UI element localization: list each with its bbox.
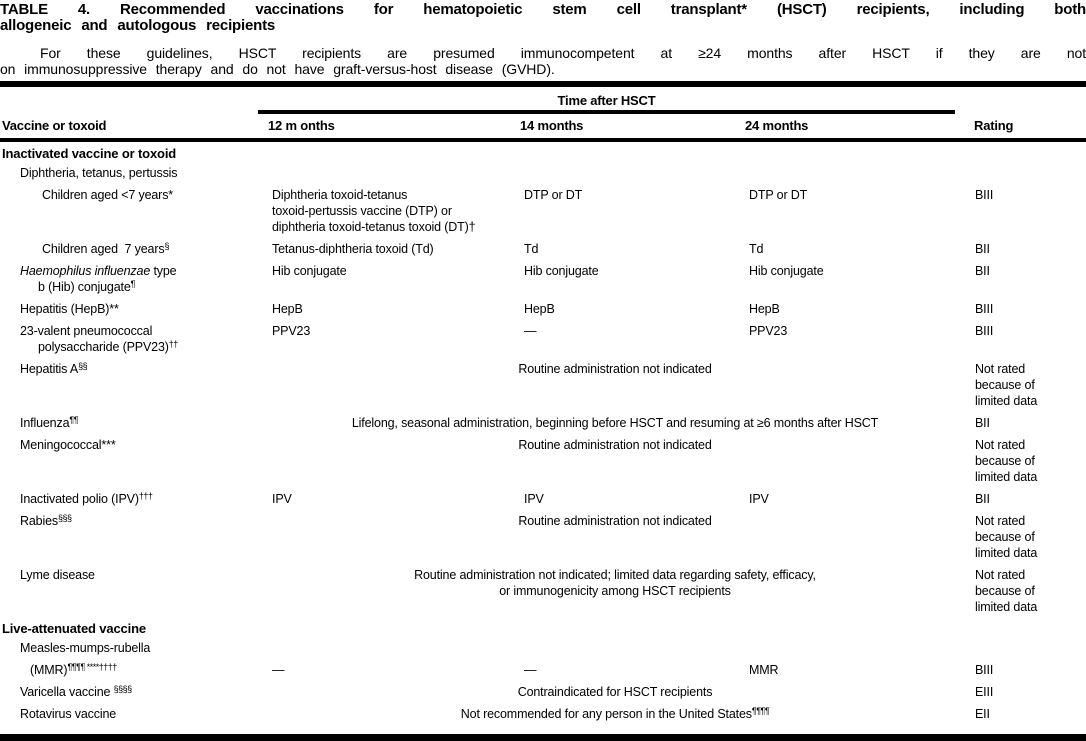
- footnote-marker: ¶¶: [69, 415, 79, 425]
- rating-line: because of: [975, 454, 1035, 468]
- cell-24-months: [745, 323, 962, 339]
- cell-24-months: [745, 491, 962, 507]
- cell-rating: [962, 361, 1086, 409]
- table-row: [0, 241, 1086, 257]
- cell-line: MMR: [749, 663, 779, 677]
- cell-12-months: [268, 263, 520, 279]
- cell-line: —: [272, 663, 285, 677]
- row-label: [0, 263, 268, 295]
- row-label-line: Hepatitis (HepB)**: [20, 302, 119, 316]
- footnote-marker: †††: [138, 491, 153, 501]
- rating-line: limited data: [975, 394, 1038, 408]
- row-label: [0, 301, 268, 317]
- column-header-vaccine: Vaccine or toxoid: [2, 118, 107, 133]
- table-row: [0, 301, 1086, 317]
- rating-line: limited data: [975, 600, 1038, 614]
- rating-line: Not rated: [975, 514, 1026, 528]
- table-row: [0, 640, 1086, 656]
- cell-14-months: [520, 662, 745, 678]
- cell-line: Tetanus-diphtheria toxoid (Td): [272, 242, 434, 256]
- cell-line: Td: [524, 242, 539, 256]
- cell-12-months: [268, 187, 520, 235]
- footnote-marker: §§: [78, 361, 88, 371]
- row-label-line: Children aged 7 years§: [42, 241, 169, 256]
- rating-line: Not rated: [975, 568, 1026, 582]
- row-label: [0, 662, 268, 678]
- row-label-italic: Haemophilus influenzae: [20, 264, 151, 278]
- row-label: [0, 165, 268, 181]
- cell-14-months: [520, 187, 745, 203]
- cell-line: HepB: [749, 302, 780, 316]
- row-label: [0, 187, 268, 203]
- cell-rating: [962, 415, 1086, 431]
- section-header-row: [0, 621, 1086, 637]
- cell-line: Hib conjugate: [272, 264, 347, 278]
- row-label-line: Diphtheria, tetanus, pertussis: [20, 166, 178, 180]
- cell-line: Hib conjugate: [524, 264, 599, 278]
- rule-header-bottom: [0, 138, 1086, 142]
- rating-line: BII: [975, 416, 990, 430]
- cell-rating: [962, 662, 1086, 678]
- span-cell-line: or immunogenicity among HSCT recipients: [499, 584, 731, 598]
- rating-line: Not rated: [975, 362, 1026, 376]
- cell-24-months: [745, 301, 962, 317]
- row-label-line: Children aged <7 years*: [42, 188, 174, 202]
- table-row: [0, 706, 1086, 722]
- cell-rating: [962, 241, 1086, 257]
- table-row: [0, 263, 1086, 295]
- footnote-marker: ¶¶¶¶: [751, 706, 770, 716]
- column-header-14-months: 14 months: [520, 118, 584, 133]
- cell-line: HepB: [272, 302, 303, 316]
- row-label-line: 23-valent pneumococcal: [20, 324, 153, 338]
- span-cell-line: Not recommended for any person in the United States¶¶¶¶: [460, 706, 770, 721]
- rule-bottom: [0, 734, 1086, 741]
- row-label-line: Hepatitis A§§: [20, 361, 88, 376]
- table-column-headers: [0, 114, 1086, 138]
- cell-line: PPV23: [749, 324, 788, 338]
- time-after-hsct-header: Time after HSCT: [557, 93, 656, 108]
- row-label: [0, 706, 268, 722]
- table-row: [0, 361, 1086, 409]
- span-cell: [268, 437, 962, 453]
- table-row: [0, 437, 1086, 485]
- row-label-line: Varicella vaccine §§§§: [20, 684, 132, 699]
- cell-line: Hib conjugate: [749, 264, 824, 278]
- row-label-line: b (Hib) conjugate¶: [38, 279, 135, 294]
- cell-24-months: [745, 662, 962, 678]
- cell-12-months: [268, 662, 520, 678]
- rating-line: EIII: [975, 685, 994, 699]
- rating-line: because of: [975, 584, 1035, 598]
- row-label-line: Inactivated polio (IPV)†††: [20, 491, 153, 506]
- cell-rating: [962, 513, 1086, 561]
- span-cell-line: Routine administration not indicated: [518, 514, 712, 528]
- row-label: [0, 415, 268, 431]
- row-label-line: Influenza¶¶: [20, 415, 79, 430]
- intro-paragraph: [0, 45, 1086, 77]
- section-header-row: [0, 146, 1086, 162]
- footnote-marker: §§§§: [113, 684, 132, 694]
- rating-line: EII: [975, 707, 990, 721]
- cell-rating: [962, 187, 1086, 203]
- rule-top: [0, 81, 1086, 87]
- table-row: [0, 684, 1086, 700]
- cell-rating: [962, 491, 1086, 507]
- cell-rating: [962, 301, 1086, 317]
- row-label-line: Measles-mumps-rubella: [20, 641, 151, 655]
- row-label-line: Haemophilus influenzae type: [20, 264, 177, 278]
- footnote-marker: ¶: [130, 279, 135, 289]
- span-cell-line: Routine administration not indicated: [518, 438, 712, 452]
- row-label: [0, 513, 268, 529]
- rating-line: because of: [975, 378, 1035, 392]
- cell-rating: [962, 263, 1086, 279]
- cell-14-months: [520, 323, 745, 339]
- row-label-line: Rotavirus vaccine: [20, 707, 117, 721]
- row-label-line: Meningococcal***: [20, 438, 116, 452]
- cell-12-months: [268, 491, 520, 507]
- row-label: [0, 621, 268, 637]
- rating-line: BIII: [975, 324, 994, 338]
- row-label: [0, 491, 268, 507]
- cell-line: IPV: [272, 492, 292, 506]
- rating-line: BII: [975, 492, 990, 506]
- row-label: [0, 241, 268, 257]
- table-row: [0, 491, 1086, 507]
- span-cell: [268, 567, 962, 599]
- cell-rating: [962, 437, 1086, 485]
- span-cell-line: Lifelong, seasonal administration, beginning before HSCT and resuming at ≥6 months after HSCT: [351, 416, 879, 430]
- cell-line: toxoid-pertussis vaccine (DTP) or: [272, 204, 452, 218]
- cell-line: HepB: [524, 302, 555, 316]
- rating-line: limited data: [975, 546, 1038, 560]
- table-body: [0, 146, 1086, 722]
- cell-12-months: [268, 241, 520, 257]
- table-row: [0, 662, 1086, 678]
- intro-line1: For these guidelines, HSCT recipients are presumed immunocompetent at ≥24 months after HSCT if they are not: [40, 45, 1086, 61]
- cell-line: IPV: [749, 492, 769, 506]
- cell-rating: [962, 684, 1086, 700]
- intro-line2: on immunosuppressive therapy and do not have graft-versus-host disease (GVHD).: [0, 61, 555, 77]
- span-cell: [268, 513, 962, 529]
- row-label-line: polysaccharide (PPV23)††: [38, 339, 178, 354]
- span-cell-line: Routine administration not indicated: [518, 362, 712, 376]
- footnote-marker: ††: [168, 339, 178, 349]
- cell-12-months: [268, 301, 520, 317]
- row-label: [0, 640, 268, 656]
- cell-rating: [962, 323, 1086, 339]
- cell-12-months: [268, 323, 520, 339]
- cell-line: IPV: [524, 492, 544, 506]
- table-title: [0, 0, 1086, 34]
- cell-14-months: [520, 491, 745, 507]
- row-label-line: Inactivated vaccine or toxoid: [2, 146, 177, 161]
- cell-24-months: [745, 187, 962, 203]
- table-row: [0, 187, 1086, 235]
- table-row: [0, 323, 1086, 355]
- table-group-header: [0, 93, 1086, 114]
- rating-line: BIII: [975, 188, 994, 202]
- span-cell-line: Contraindicated for HSCT recipients: [517, 685, 713, 699]
- cell-line: —: [524, 663, 537, 677]
- rating-line: BII: [975, 242, 990, 256]
- footnote-marker: ¶¶¶¶ ****††††: [67, 662, 117, 672]
- cell-rating: [962, 706, 1086, 722]
- table-row: [0, 415, 1086, 431]
- span-cell: [268, 415, 962, 431]
- row-label: [0, 323, 268, 355]
- row-label-line: (MMR)¶¶¶¶ ****††††: [30, 662, 117, 677]
- span-cell: [268, 361, 962, 377]
- cell-line: PPV23: [272, 324, 311, 338]
- rating-line: Not rated: [975, 438, 1026, 452]
- cell-line: Diphtheria toxoid-tetanus: [272, 188, 408, 202]
- cell-line: —: [524, 324, 537, 338]
- column-header-rating: Rating: [974, 118, 1014, 133]
- cell-line: diphtheria toxoid-tetanus toxoid (DT)†: [272, 220, 476, 234]
- cell-line: DTP or DT: [749, 188, 808, 202]
- cell-14-months: [520, 301, 745, 317]
- cell-14-months: [520, 263, 745, 279]
- rating-line: BIII: [975, 663, 994, 677]
- span-cell-line: Routine administration not indicated; limited data regarding safety, efficacy,: [414, 568, 816, 582]
- cell-line: Td: [749, 242, 764, 256]
- table-row: [0, 513, 1086, 561]
- rating-line: BII: [975, 264, 990, 278]
- row-label: [0, 684, 268, 700]
- table-row: [0, 165, 1086, 181]
- row-label-line: Live-attenuated vaccine: [2, 621, 146, 636]
- table-title-line2: allogeneic and autologous recipients: [0, 17, 276, 34]
- span-cell: [268, 706, 962, 722]
- column-header-24-months: 24 months: [745, 118, 809, 133]
- rating-line: limited data: [975, 470, 1038, 484]
- cell-14-months: [520, 241, 745, 257]
- column-header-12-months: 12 m onths: [268, 118, 335, 133]
- cell-rating: [962, 567, 1086, 615]
- cell-24-months: [745, 263, 962, 279]
- row-label: [0, 361, 268, 377]
- footnote-marker: §§§: [58, 513, 72, 523]
- table-title-line1: TABLE 4. Recommended vaccinations for hematopoietic stem cell transplant* (HSCT) recipients, including both: [0, 1, 1086, 18]
- rating-line: BIII: [975, 302, 994, 316]
- span-cell: [268, 684, 962, 700]
- table-row: [0, 567, 1086, 615]
- rating-line: because of: [975, 530, 1035, 544]
- row-label-line: Rabies§§§: [20, 513, 72, 528]
- row-label: [0, 567, 268, 583]
- row-label: [0, 437, 268, 453]
- row-label: [0, 146, 268, 162]
- footnote-marker: §: [164, 241, 169, 251]
- cell-24-months: [745, 241, 962, 257]
- row-label-line: Lyme disease: [20, 568, 95, 582]
- cell-line: DTP or DT: [524, 188, 583, 202]
